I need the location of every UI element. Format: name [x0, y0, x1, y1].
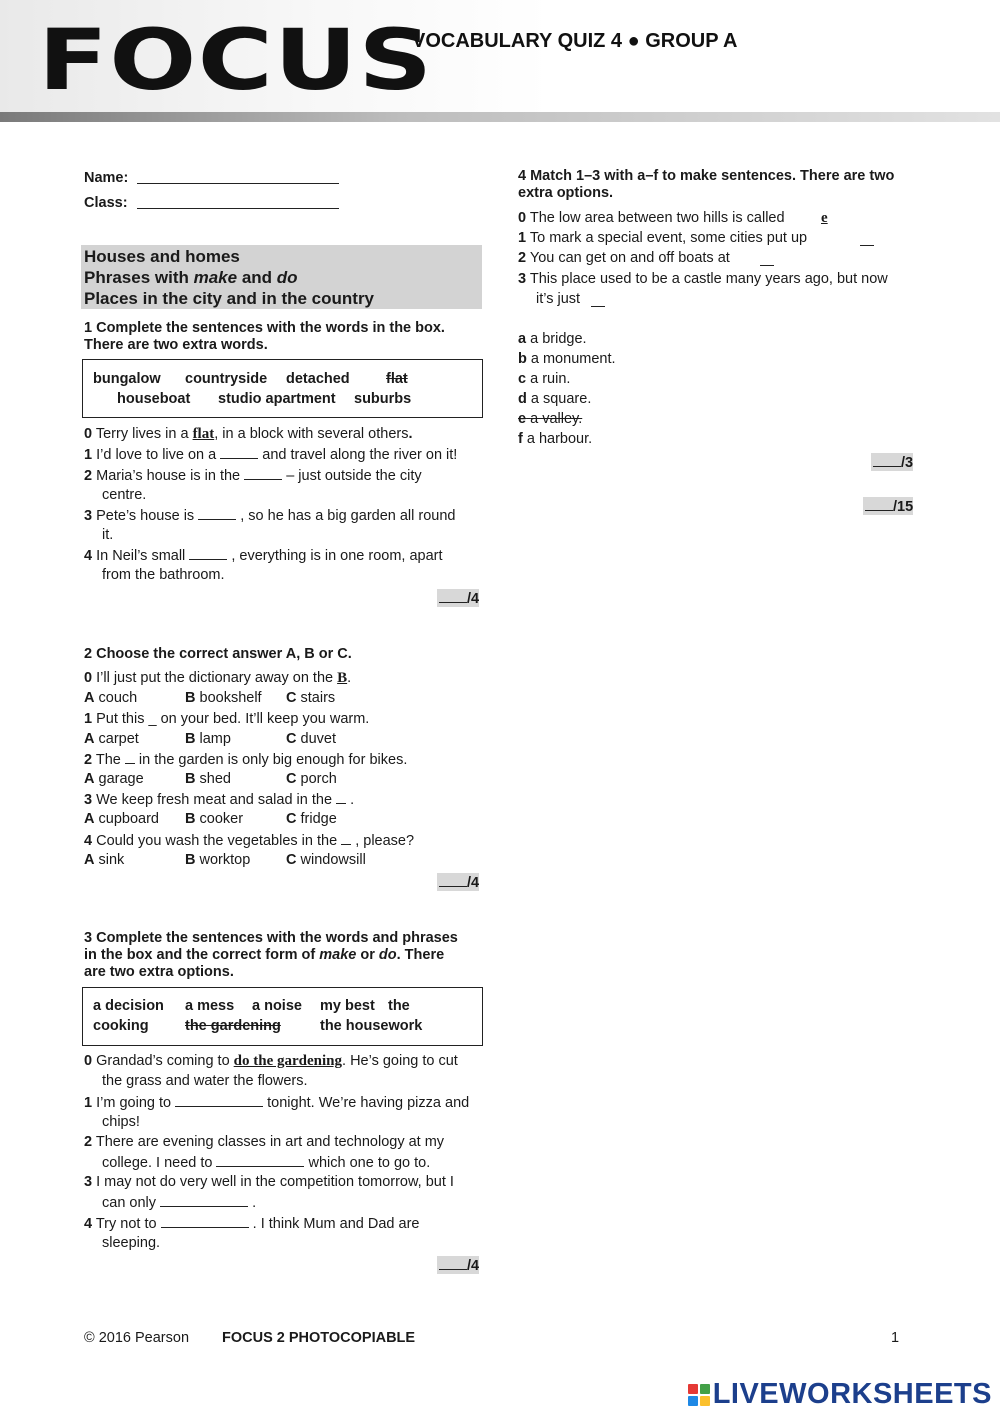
ex1-item-0 [84, 425, 413, 443]
ex2-question-3-text-b: . [350, 792, 355, 808]
ex1-score [437, 589, 479, 607]
ex2-score-blank [439, 873, 467, 887]
ex2-question-4-num: 4 [84, 833, 93, 849]
ex4-option-b-text: a monument. [530, 351, 616, 367]
ex1-item-0-dot: . [408, 426, 413, 442]
ex3-word-my-best: my best [320, 998, 375, 1014]
ex3-instruction-3: are two extra options. [84, 964, 234, 980]
ex4-score [871, 453, 913, 471]
ex1-item-2-text-a: Maria’s house is in the [96, 468, 241, 484]
ex2-question-0-answer: B [337, 670, 348, 686]
ex4-option-e-text: a valley. [530, 411, 583, 427]
ex3-item-2-blank[interactable] [216, 1153, 304, 1167]
ex1-score-blank [439, 589, 467, 603]
ex2-question-0-text-b: . [347, 670, 352, 686]
ex4-option-a-letter: a [518, 331, 527, 347]
footer-page-number: 1 [891, 1330, 900, 1346]
ex1-item-4-num: 4 [84, 548, 93, 564]
ex4-option-c [518, 370, 570, 388]
ex3-instruction-2-a: in the box and the correct form of [84, 947, 320, 963]
section-title-2-mid: and [237, 268, 277, 287]
ex4-option-d [518, 390, 591, 408]
ex3-instruction-2-b: . There [396, 947, 445, 963]
option-letter-c: C [286, 690, 297, 706]
option-letter-c: C [286, 771, 297, 787]
ex4-option-a [518, 330, 587, 348]
ex3-item-0-text-b: . He’s going to cut [342, 1053, 458, 1069]
ex2-question-0-num: 0 [84, 670, 93, 686]
option-text: fridge [300, 811, 337, 827]
ex3-item-2-text-b: college. I need to [102, 1155, 213, 1171]
ex1-item-2-num: 2 [84, 468, 93, 484]
ex3-item-2-text-a: There are evening classes in art and technology at my [95, 1134, 445, 1150]
liveworksheets-squares-icon [688, 1384, 710, 1406]
ex3-word-the-gardening: the gardening [185, 1018, 281, 1034]
footer-photocopiable: FOCUS 2 PHOTOCOPIABLE [222, 1330, 416, 1346]
option-letter-c: C [286, 731, 297, 747]
ex2-question-0 [84, 669, 351, 687]
ex3-item-4-text-a: Try not to [95, 1216, 157, 1232]
ex3-item-1 [84, 1093, 469, 1112]
ex1-item-3-cont: it. [102, 527, 114, 543]
ex4-question-1 [518, 229, 807, 247]
ex3-item-3-text-c: . [252, 1195, 257, 1211]
ex4-instruction-2: extra options. [518, 185, 614, 201]
option-text: couch [98, 690, 138, 706]
ex2-q2-option-b[interactable] [185, 770, 231, 788]
ex3-item-4-cont: sleeping. [102, 1235, 161, 1251]
ex3-item-1-text-b: tonight. We’re having pizza and [267, 1095, 470, 1111]
total-score-blank [865, 497, 893, 511]
section-title-2-do: do [276, 268, 298, 287]
ex1-word-houseboat: houseboat [117, 391, 191, 407]
ex2-q4-option-a[interactable] [84, 851, 124, 869]
ex1-item-1-text-a: I’d love to live on a [96, 447, 217, 463]
ex3-item-2-text-c: which one to go to. [308, 1155, 431, 1171]
ex1-item-2-blank[interactable] [244, 466, 282, 480]
ex3-item-0-num: 0 [84, 1053, 93, 1069]
option-letter-c: C [286, 811, 297, 827]
ex3-item-3-blank[interactable] [160, 1193, 248, 1207]
ex2-question-2-text-b: in the garden is only big enough for bikes. [138, 752, 408, 768]
ex3-score [437, 1256, 479, 1274]
ex4-option-d-letter: d [518, 391, 527, 407]
ex1-item-2 [84, 466, 422, 485]
ex3-item-2 [84, 1133, 444, 1151]
ex1-item-4-cont: from the bathroom. [102, 567, 225, 583]
option-text: windowsill [300, 852, 366, 868]
ex2-score-total: /4 [467, 875, 480, 891]
ex3-instruction-2-or: or [356, 947, 379, 963]
ex4-option-a-text: a bridge. [530, 331, 587, 347]
ex2-q1-option-c[interactable] [286, 730, 336, 748]
option-text: cooker [199, 811, 244, 827]
ex2-question-2-text-a: The [95, 752, 121, 768]
option-text: garage [98, 771, 144, 787]
ex1-item-4-text-a: In Neil’s small [96, 548, 186, 564]
ex3-item-4-text-b: . I think Mum and Dad are [252, 1216, 420, 1232]
ex4-option-f [518, 430, 592, 448]
ex1-item-1-num: 1 [84, 447, 93, 463]
ex1-item-3 [84, 506, 455, 525]
option-text: duvet [300, 731, 336, 747]
ex3-instruction-2-do: do [378, 947, 397, 963]
ex2-q0-option-a[interactable] [84, 689, 137, 707]
ex1-word-suburbs: suburbs [354, 391, 412, 407]
ex1-word-bungalow: bungalow [93, 371, 161, 387]
ex4-option-c-text: a ruin. [530, 371, 571, 387]
ex4-question-3-text: This place used to be a castle many years ago, but now [529, 271, 888, 287]
ex3-item-3-text-a: I may not do very well in the competition tomorrow, but I [96, 1174, 454, 1190]
ex4-question-2 [518, 249, 730, 267]
ex2-question-2 [84, 750, 407, 769]
ex3-item-3-num: 3 [84, 1174, 93, 1190]
ex3-item-2-cont [102, 1153, 430, 1172]
liveworksheets-text: LIVEWORKSHEETS [712, 1378, 992, 1410]
ex4-question-0-num: 0 [518, 210, 527, 226]
option-text: shed [199, 771, 231, 787]
ex3-item-1-text-a: I’m going to [96, 1095, 172, 1111]
ex2-q0-option-c[interactable] [286, 689, 335, 707]
ex1-word-studio-apartment: studio apartment [218, 391, 336, 407]
section-title-2-make: make [193, 268, 238, 287]
ex3-item-1-num: 1 [84, 1095, 93, 1111]
ex2-question-2-blank[interactable] [125, 750, 135, 764]
ex4-score-total: /3 [901, 455, 914, 471]
ex2-q4-option-b[interactable] [185, 851, 250, 869]
ex2-question-1-num: 1 [84, 711, 93, 727]
option-letter-a: A [84, 852, 95, 868]
ex1-word-box [82, 359, 483, 418]
ex4-question-0 [518, 209, 785, 227]
ex3-score-blank [439, 1256, 467, 1270]
ex4-question-2-num: 2 [518, 250, 527, 266]
ex4-option-b-letter: b [518, 351, 527, 367]
ex3-word-a-decision: a decision [93, 998, 164, 1014]
ex2-question-3-num: 3 [84, 792, 93, 808]
ex4-question-3 [518, 270, 888, 288]
ex3-word-a-mess: a mess [185, 998, 235, 1014]
ex4-option-b [518, 350, 616, 368]
ex2-question-4-text-b: , please? [355, 833, 415, 849]
ex1-instruction-2: There are two extra words. [84, 337, 268, 353]
ex4-option-f-text: a harbour. [526, 431, 593, 447]
option-text: stairs [300, 690, 336, 706]
ex1-instruction-1: 1 Complete the sentences with the words in the box. [84, 320, 445, 336]
ex1-item-0-text-b: , in a block with several others [214, 426, 409, 442]
ex1-item-0-num: 0 [84, 426, 93, 442]
ex3-item-4-blank[interactable] [161, 1214, 249, 1228]
ex2-q3-option-b[interactable] [185, 810, 243, 828]
ex4-question-1-text: To mark a special event, some cities put up [529, 230, 808, 246]
section-title-2 [84, 267, 298, 288]
option-text: sink [98, 852, 125, 868]
ex4-option-c-letter: c [518, 371, 527, 387]
ex3-score-total: /4 [467, 1258, 480, 1274]
header-stripe [0, 112, 1000, 122]
ex3-item-0-cont: the grass and water the flowers. [102, 1073, 308, 1089]
ex2-question-1 [84, 710, 369, 728]
ex4-question-1-num: 1 [518, 230, 527, 246]
ex2-q0-option-b[interactable] [185, 689, 262, 707]
ex2-question-3 [84, 790, 354, 809]
quiz-title: VOCABULARY QUIZ 4 ● GROUP A [412, 30, 738, 52]
ex1-item-4-text-b: , everything is in one room, apart [231, 548, 443, 564]
ex2-q1-option-a[interactable] [84, 730, 139, 748]
ex3-item-4 [84, 1214, 419, 1233]
ex1-score-total: /4 [467, 591, 480, 607]
option-text: carpet [98, 731, 139, 747]
ex2-q4-option-c[interactable] [286, 851, 366, 869]
ex3-word-a-noise: a noise [252, 998, 302, 1014]
ex1-item-1-text-b: and travel along the river on it! [262, 447, 458, 463]
ex4-question-0-answer: e [821, 210, 828, 226]
option-text: bookshelf [199, 690, 262, 706]
ex2-instruction: 2 Choose the correct answer A, B or C. [84, 646, 352, 662]
ex4-question-1-blank[interactable] [860, 232, 874, 246]
option-text: porch [300, 771, 337, 787]
ex3-instruction-2 [84, 946, 444, 964]
ex3-item-0-answer: do the gardening [233, 1053, 343, 1069]
option-letter-b: B [185, 811, 196, 827]
focus-logo: FOCUS [38, 11, 434, 109]
ex3-item-2-num: 2 [84, 1134, 93, 1150]
ex2-question-2-num: 2 [84, 752, 93, 768]
name-field[interactable] [137, 183, 339, 184]
ex3-item-1-blank[interactable] [175, 1093, 263, 1107]
option-letter-b: B [185, 771, 196, 787]
ex1-item-2-cont: centre. [102, 487, 147, 503]
ex3-item-4-num: 4 [84, 1216, 93, 1232]
ex3-item-3-cont [102, 1193, 256, 1212]
ex1-item-4 [84, 546, 443, 565]
ex3-instruction-2-make: make [319, 947, 357, 963]
ex2-question-4-blank[interactable] [341, 831, 351, 845]
ex1-item-0-answer: flat [192, 426, 215, 442]
ex4-option-d-text: a square. [530, 391, 592, 407]
ex2-question-4 [84, 831, 414, 850]
ex3-word-the: the [388, 998, 410, 1014]
option-text: lamp [199, 731, 231, 747]
ex2-q2-option-c[interactable] [286, 770, 337, 788]
ex1-item-3-text-b: , so he has a big garden all round [240, 508, 456, 524]
ex2-question-3-text-a: We keep fresh meat and salad in the [96, 792, 333, 808]
ex3-instruction-1: 3 Complete the sentences with the words and phrases [84, 930, 458, 946]
ex4-score-blank [873, 453, 901, 467]
section-title-2-pre: Phrases with [84, 268, 194, 287]
ex1-item-2-text-b: – just outside the city [286, 468, 422, 484]
ex1-word-countryside: countryside [185, 371, 268, 387]
ex2-question-1-text: Put this _ on your bed. It’ll keep you warm. [96, 711, 370, 727]
footer-copyright: © 2016 Pearson [84, 1330, 190, 1346]
option-letter-c: C [286, 852, 297, 868]
option-letter-a: A [84, 771, 95, 787]
ex2-question-4-text-a: Could you wash the vegetables in the [96, 833, 338, 849]
option-text: worktop [199, 852, 251, 868]
ex1-item-4-blank[interactable] [189, 546, 227, 560]
ex4-question-3-cont: it’s just [536, 291, 581, 307]
ex1-item-3-blank[interactable] [198, 506, 236, 520]
ex1-word-detached: detached [286, 371, 350, 387]
ex1-item-3-text-a: Pete’s house is [96, 508, 195, 524]
ex3-item-3 [84, 1173, 454, 1191]
option-text: cupboard [98, 811, 159, 827]
ex3-item-0 [84, 1052, 458, 1070]
ex4-question-0-text: The low area between two hills is called [529, 210, 785, 226]
ex4-instruction-1: 4 Match 1–3 with a–f to make sentences. There are two [518, 168, 895, 184]
ex2-question-3-blank[interactable] [336, 790, 346, 804]
section-title-1: Houses and homes [84, 247, 240, 266]
ex3-item-1-cont: chips! [102, 1114, 140, 1130]
ex4-option-e-letter: e [518, 411, 527, 427]
ex1-item-3-num: 3 [84, 508, 93, 524]
ex3-word-cooking: cooking [93, 1018, 149, 1034]
ex2-q3-option-c[interactable] [286, 810, 337, 828]
option-letter-a: A [84, 811, 95, 827]
class-label: Class: [84, 195, 128, 211]
ex1-item-0-text-a: Terry lives in a [95, 426, 193, 442]
ex2-q1-option-b[interactable] [185, 730, 231, 748]
ex4-option-f-letter: f [518, 431, 523, 447]
option-letter-a: A [84, 690, 95, 706]
ex1-word-flat: flat [386, 371, 408, 387]
option-letter-b: B [185, 852, 196, 868]
liveworksheets-logo[interactable] [688, 1378, 992, 1411]
ex1-item-1 [84, 445, 457, 464]
total-score [863, 497, 913, 515]
class-field[interactable] [137, 208, 339, 209]
ex2-q3-option-a[interactable] [84, 810, 159, 828]
name-label: Name: [84, 170, 129, 186]
ex4-question-2-blank[interactable] [760, 252, 774, 266]
option-letter-b: B [185, 690, 196, 706]
total-score-total: /15 [893, 499, 914, 515]
ex2-question-0-text-a: I’ll just put the dictionary away on the [96, 670, 338, 686]
ex2-score [437, 873, 479, 891]
ex3-item-3-text-b: can only [102, 1195, 157, 1211]
ex4-question-3-blank[interactable] [591, 293, 605, 307]
option-letter-a: A [84, 731, 95, 747]
ex2-q2-option-a[interactable] [84, 770, 144, 788]
ex1-item-1-blank[interactable] [220, 445, 258, 459]
section-title-3: Places in the city and in the country [84, 289, 375, 308]
ex4-question-2-text: You can get on and off boats at [529, 250, 730, 266]
ex3-word-the-housework: the housework [320, 1018, 423, 1034]
option-letter-b: B [185, 731, 196, 747]
ex4-question-3-num: 3 [518, 271, 527, 287]
ex4-option-e [518, 410, 582, 428]
ex3-item-0-text-a: Grandad’s coming to [96, 1053, 234, 1069]
